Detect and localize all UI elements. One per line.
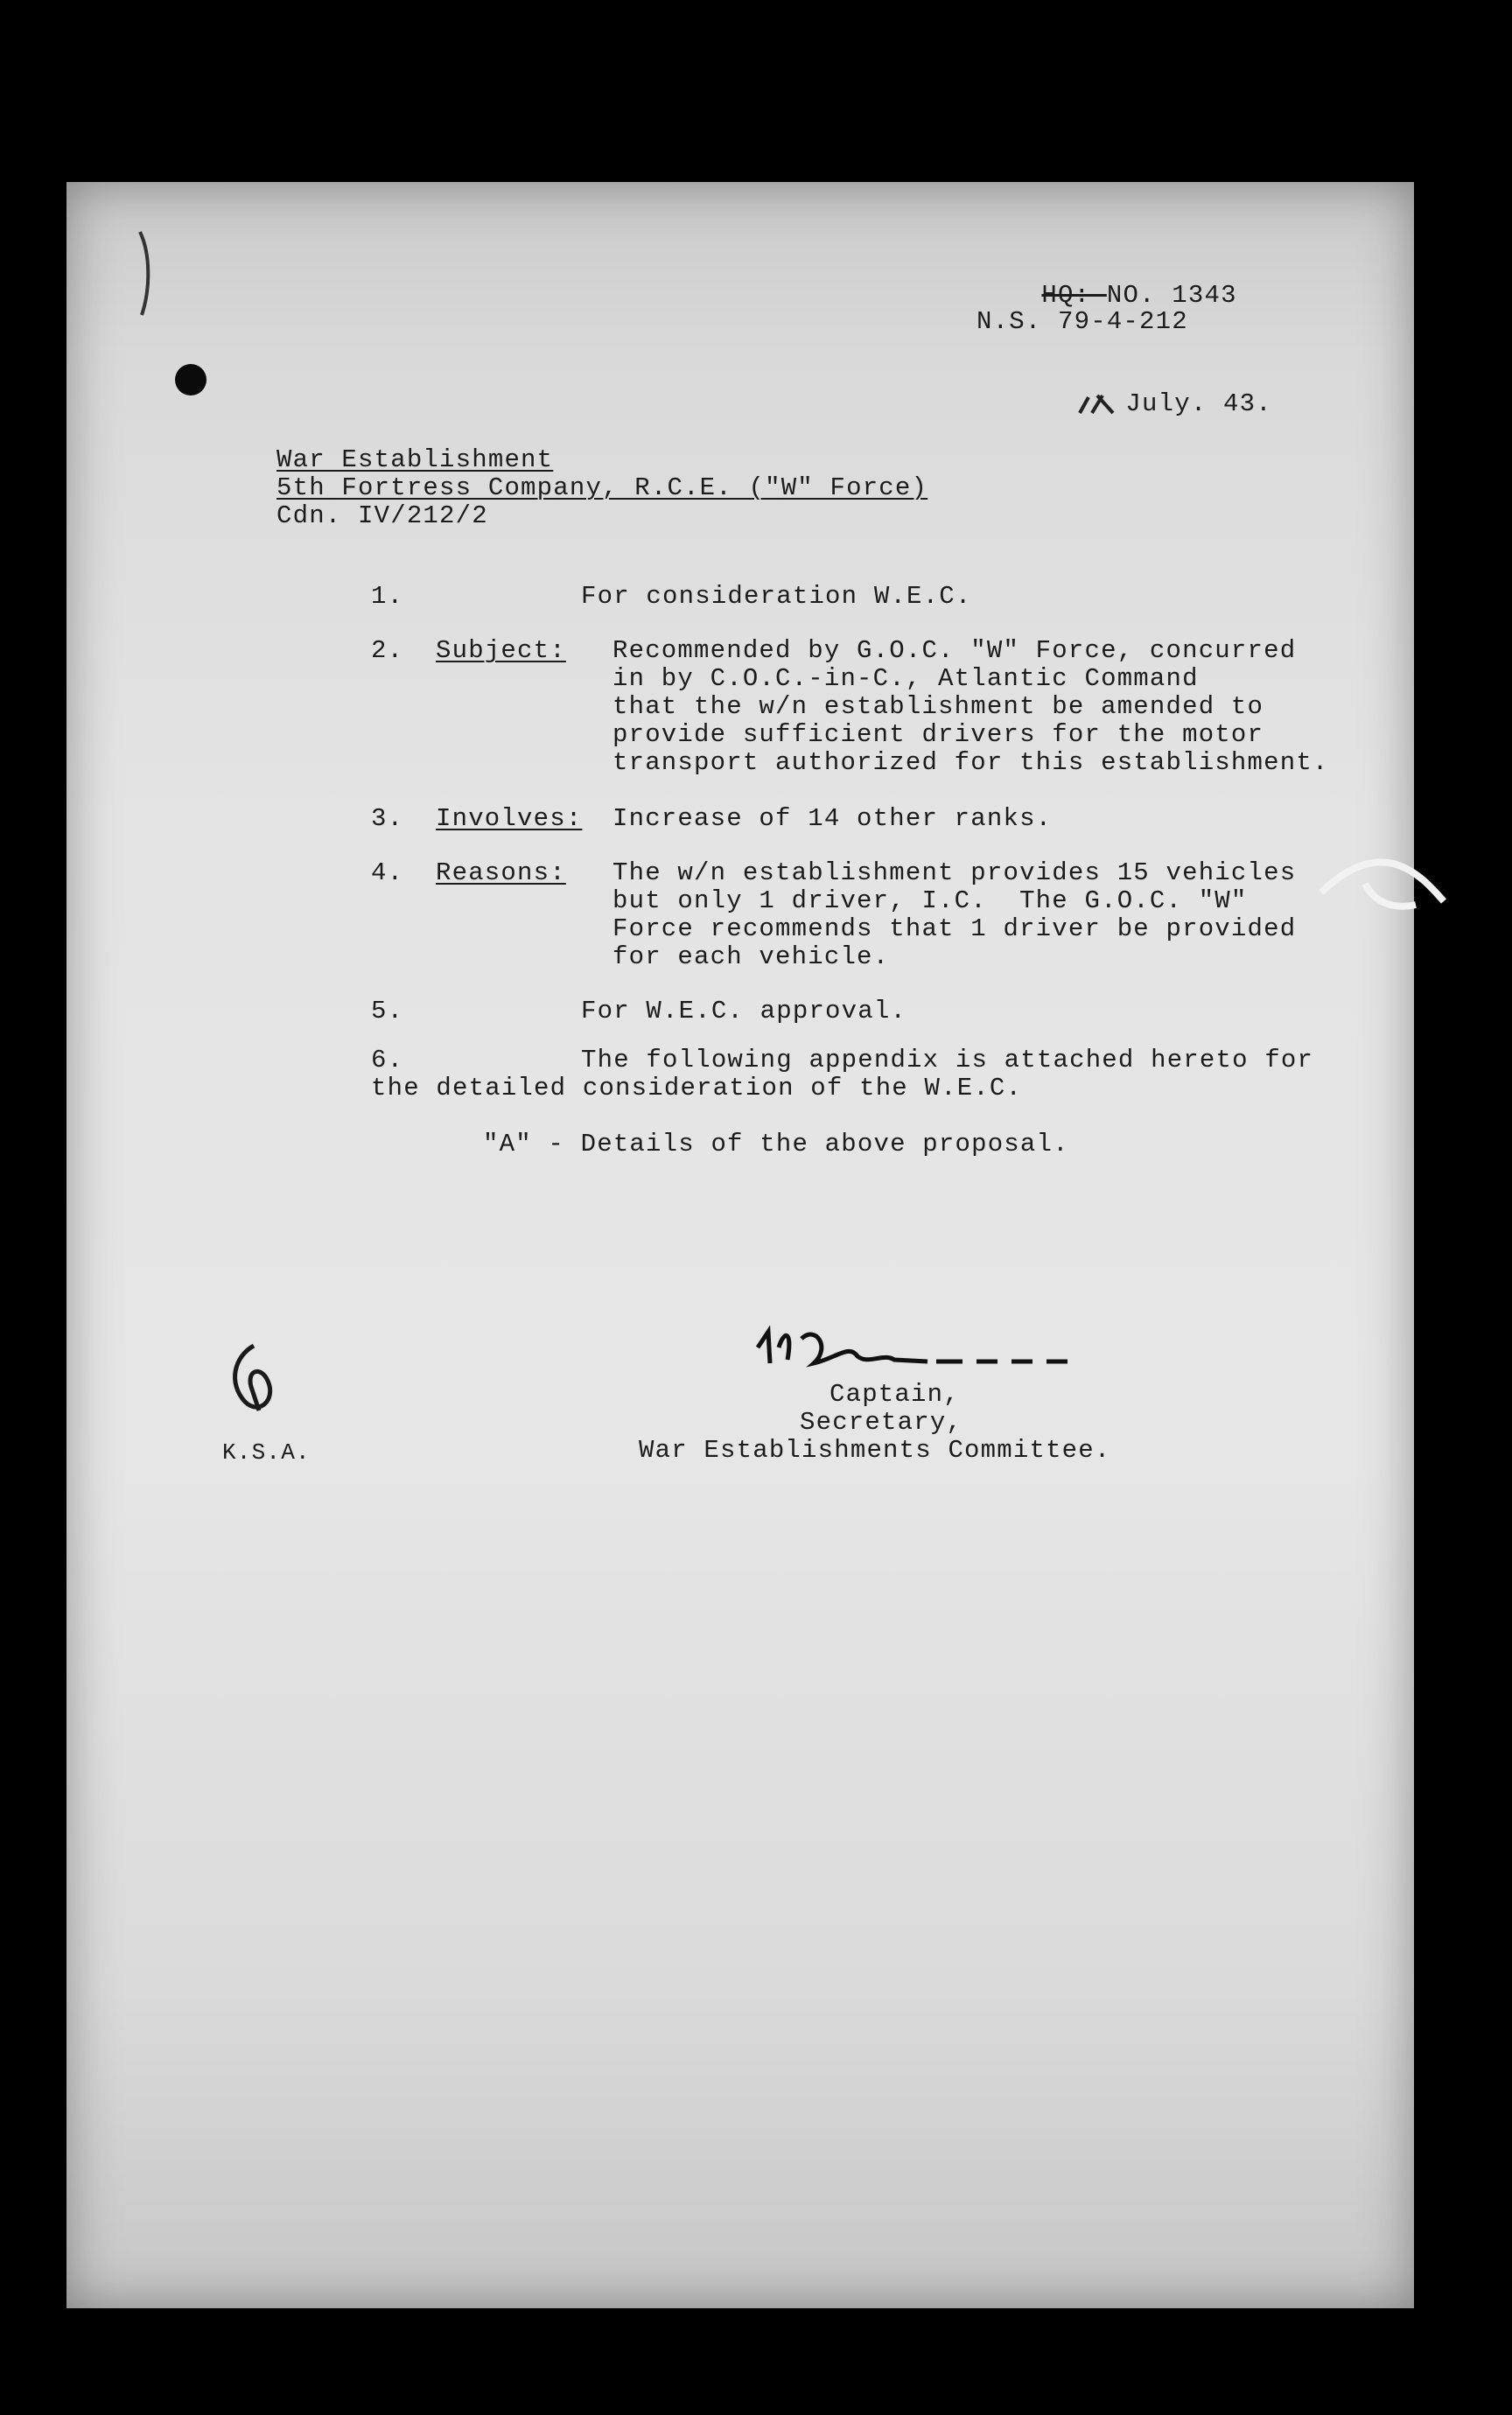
punch-hole	[175, 364, 206, 396]
para-4-num: 4.	[371, 858, 404, 887]
para-4-line-2: but only 1 driver, I.C. The G.O.C. "W"	[612, 886, 1248, 915]
signature-title-3: War Establishments Committee.	[639, 1436, 1111, 1465]
para-2-line-2: in by C.O.C.-in-C., Atlantic Command	[612, 664, 1199, 693]
ref-no: NO. 1343	[1106, 281, 1237, 310]
para-1-num: 1.	[371, 582, 404, 611]
date-text: July. 43.	[1125, 389, 1272, 418]
para-3-line-1: Increase of 14 other ranks.	[612, 804, 1053, 833]
margin-mark	[131, 228, 158, 324]
para-2-label: Subject:	[436, 636, 566, 665]
para-6-line-1: The following appendix is attached hereto for	[581, 1046, 1314, 1074]
handwritten-day	[1076, 390, 1118, 416]
scan-artifact	[1312, 849, 1452, 928]
para-6-line-2: the detailed consideration of the W.E.C.	[371, 1074, 1023, 1102]
para-6-num: 6.	[371, 1046, 404, 1074]
para-2-line-3: that the w/n establishment be amended to	[612, 692, 1264, 721]
header-file-no: N.S. 79-4-212	[976, 307, 1188, 336]
title-line-2: 5th Fortress Company, R.C.E. ("W" Force)	[276, 473, 928, 502]
signature-title-1: Captain,	[830, 1380, 960, 1409]
para-3-num: 3.	[371, 804, 404, 833]
para-4-line-1: The w/n establishment provides 15 vehicles	[612, 858, 1297, 887]
para-4-label: Reasons:	[436, 858, 566, 887]
para-2-line-4: provide sufficient drivers for the motor	[612, 720, 1264, 749]
handwritten-initials	[219, 1339, 289, 1426]
para-3-label: Involves:	[436, 804, 583, 833]
redacted-mark: HQ:	[1041, 281, 1107, 310]
signature-title-2: Secretary,	[800, 1408, 963, 1437]
appendix-line: "A" - Details of the above proposal.	[483, 1130, 1069, 1158]
header-date	[1012, 362, 1272, 446]
title-line-3: Cdn. IV/212/2	[276, 501, 488, 530]
para-5-num: 5.	[371, 997, 404, 1026]
initials-caption: K.S.A.	[222, 1439, 311, 1466]
para-5-text: For W.E.C. approval.	[581, 997, 907, 1026]
para-1-text: For consideration W.E.C.	[581, 582, 972, 611]
handwritten-signature	[752, 1321, 1120, 1382]
para-4-line-3: Force recommends that 1 driver be provided	[612, 914, 1297, 943]
title-line-1: War Establishment	[276, 445, 554, 474]
para-4-line-4: for each vehicle.	[612, 942, 890, 971]
para-2-num: 2.	[371, 636, 404, 665]
para-2-line-5: transport authorized for this establishment.	[612, 748, 1329, 777]
para-2-line-1: Recommended by G.O.C. "W" Force, concurred	[612, 636, 1297, 665]
